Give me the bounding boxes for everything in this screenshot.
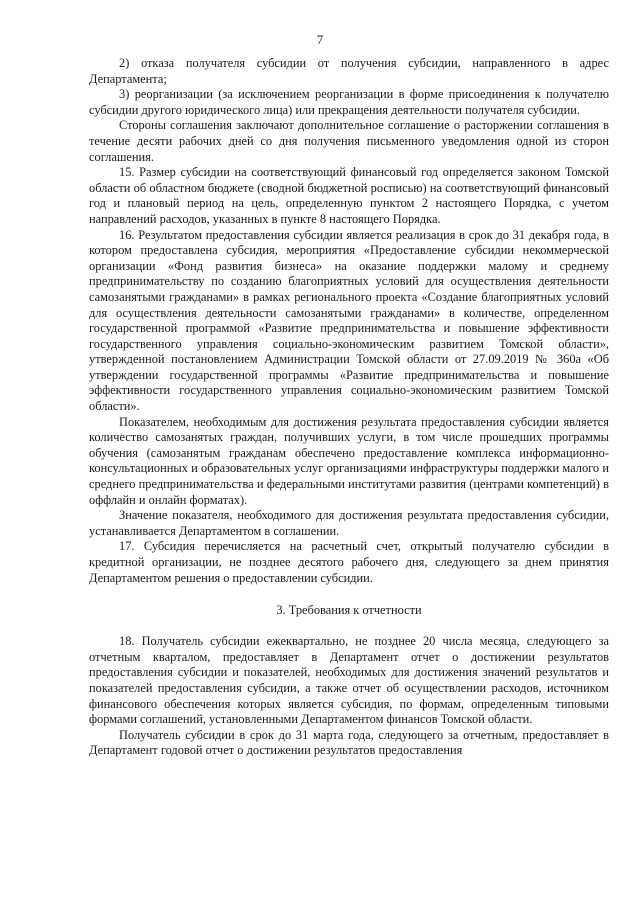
paragraph-annual-report: Получатель субсидии в срок до 31 марта года, следующего за отчетным, предоставляет в Департамент годовой отчет о достижении результатов предоставления bbox=[89, 727, 609, 758]
paragraph-item-18: 18. Получатель субсидии ежеквартально, не позднее 20 числа месяца, следующего за отчетным кварталом, предоставляет в Департамент отчет о достижении результатов предоставления субсидии и показателей, необходимых для достижения значений результатов и показателей предоставления субсидии, а также отчет об осуществлении расходов, источником финансового обеспечения которых является субсидия, по формам, определенным типовыми формами соглашений, установленными Департаментом финансов Томской области. bbox=[89, 634, 609, 727]
paragraph-indicator-value: Значение показателя, необходимого для достижения результата предоставления субсидии, устанавливается Департаментом в соглашении. bbox=[89, 508, 609, 538]
paragraph-refusal-clause: 2) отказа получателя субсидии от получения субсидии, направленного в адрес Департамента; bbox=[89, 56, 609, 86]
paragraph-termination-agreement: Стороны соглашения заключают дополнительное соглашение о расторжении соглашения в течение десяти рабочих дней со дня получения письменного уведомления одной из сторон соглашения. bbox=[89, 118, 609, 164]
section-heading: 3. Требования к отчетности bbox=[276, 603, 422, 618]
paragraph-reorganization-clause: 3) реорганизации (за исключением реорганизации в форме присоединения к получателю субсидии другого юридического лица) или прекращения деятельности получателя субсидии. bbox=[89, 87, 609, 117]
paragraph-item-17: 17. Субсидия перечисляется на расчетный счет, открытый получателю субсидии в кредитной организации, не позднее десятого рабочего дня, следующего за днем принятия Департаментом решения о предоставлении субсидии. bbox=[89, 539, 609, 585]
paragraph-item-16: 16. Результатом предоставления субсидии является реализация в срок до 31 декабря года, в котором предоставлена субсидия, мероприятия «Предоставление субсидии некоммерческой организации «Фонд развития бизнеса» на оказание поддержки малому и среднему предпринимательству по созданию благоприятных условий для осуществления деятельности самозанятыми гражданами» в рамках регионального проекта «Создание благоприятных условий для осуществления деятельности самозанятыми гражданами» в количестве, определенном государственной программой «Развитие предпринимательства и повышение эффективности государственного управления социально-экономическим развитием Томской области», утвержденной постановлением Администрации Томской области от 27.09.2019 № 360а «Об утверждении государственной программы «Развитие предпринимательства и повышение эффективности государственного управления социально-экономическим развитием Томской области». bbox=[89, 227, 609, 414]
paragraph-indicator: Показателем, необходимым для достижения результата предоставления субсидии является количество самозанятых граждан, получивших услуги, в том числе прошедших программы обучения (самозанятым гражданам обеспечено предоставление комплекса информационно-консультационных и образовательных услуг организациями инфраструктуры поддержки малого и среднего предпринимательства и федеральными институтами развития (центрами компетенций) в оффлайн и онлайн форматах). bbox=[89, 414, 609, 507]
paragraph-item-15: 15. Размер субсидии на соответствующий финансовый год определяется законом Томской области об областном бюджете (сводной бюджетной росписью) на соответствующий финансовый год и плановый период на цель, определенную пунктом 2 настоящего Порядка, с учетом направлений расходов, указанных в пункте 8 настоящего Порядка. bbox=[89, 165, 609, 226]
page-number: 7 bbox=[316, 33, 324, 47]
document-body bbox=[89, 56, 609, 759]
